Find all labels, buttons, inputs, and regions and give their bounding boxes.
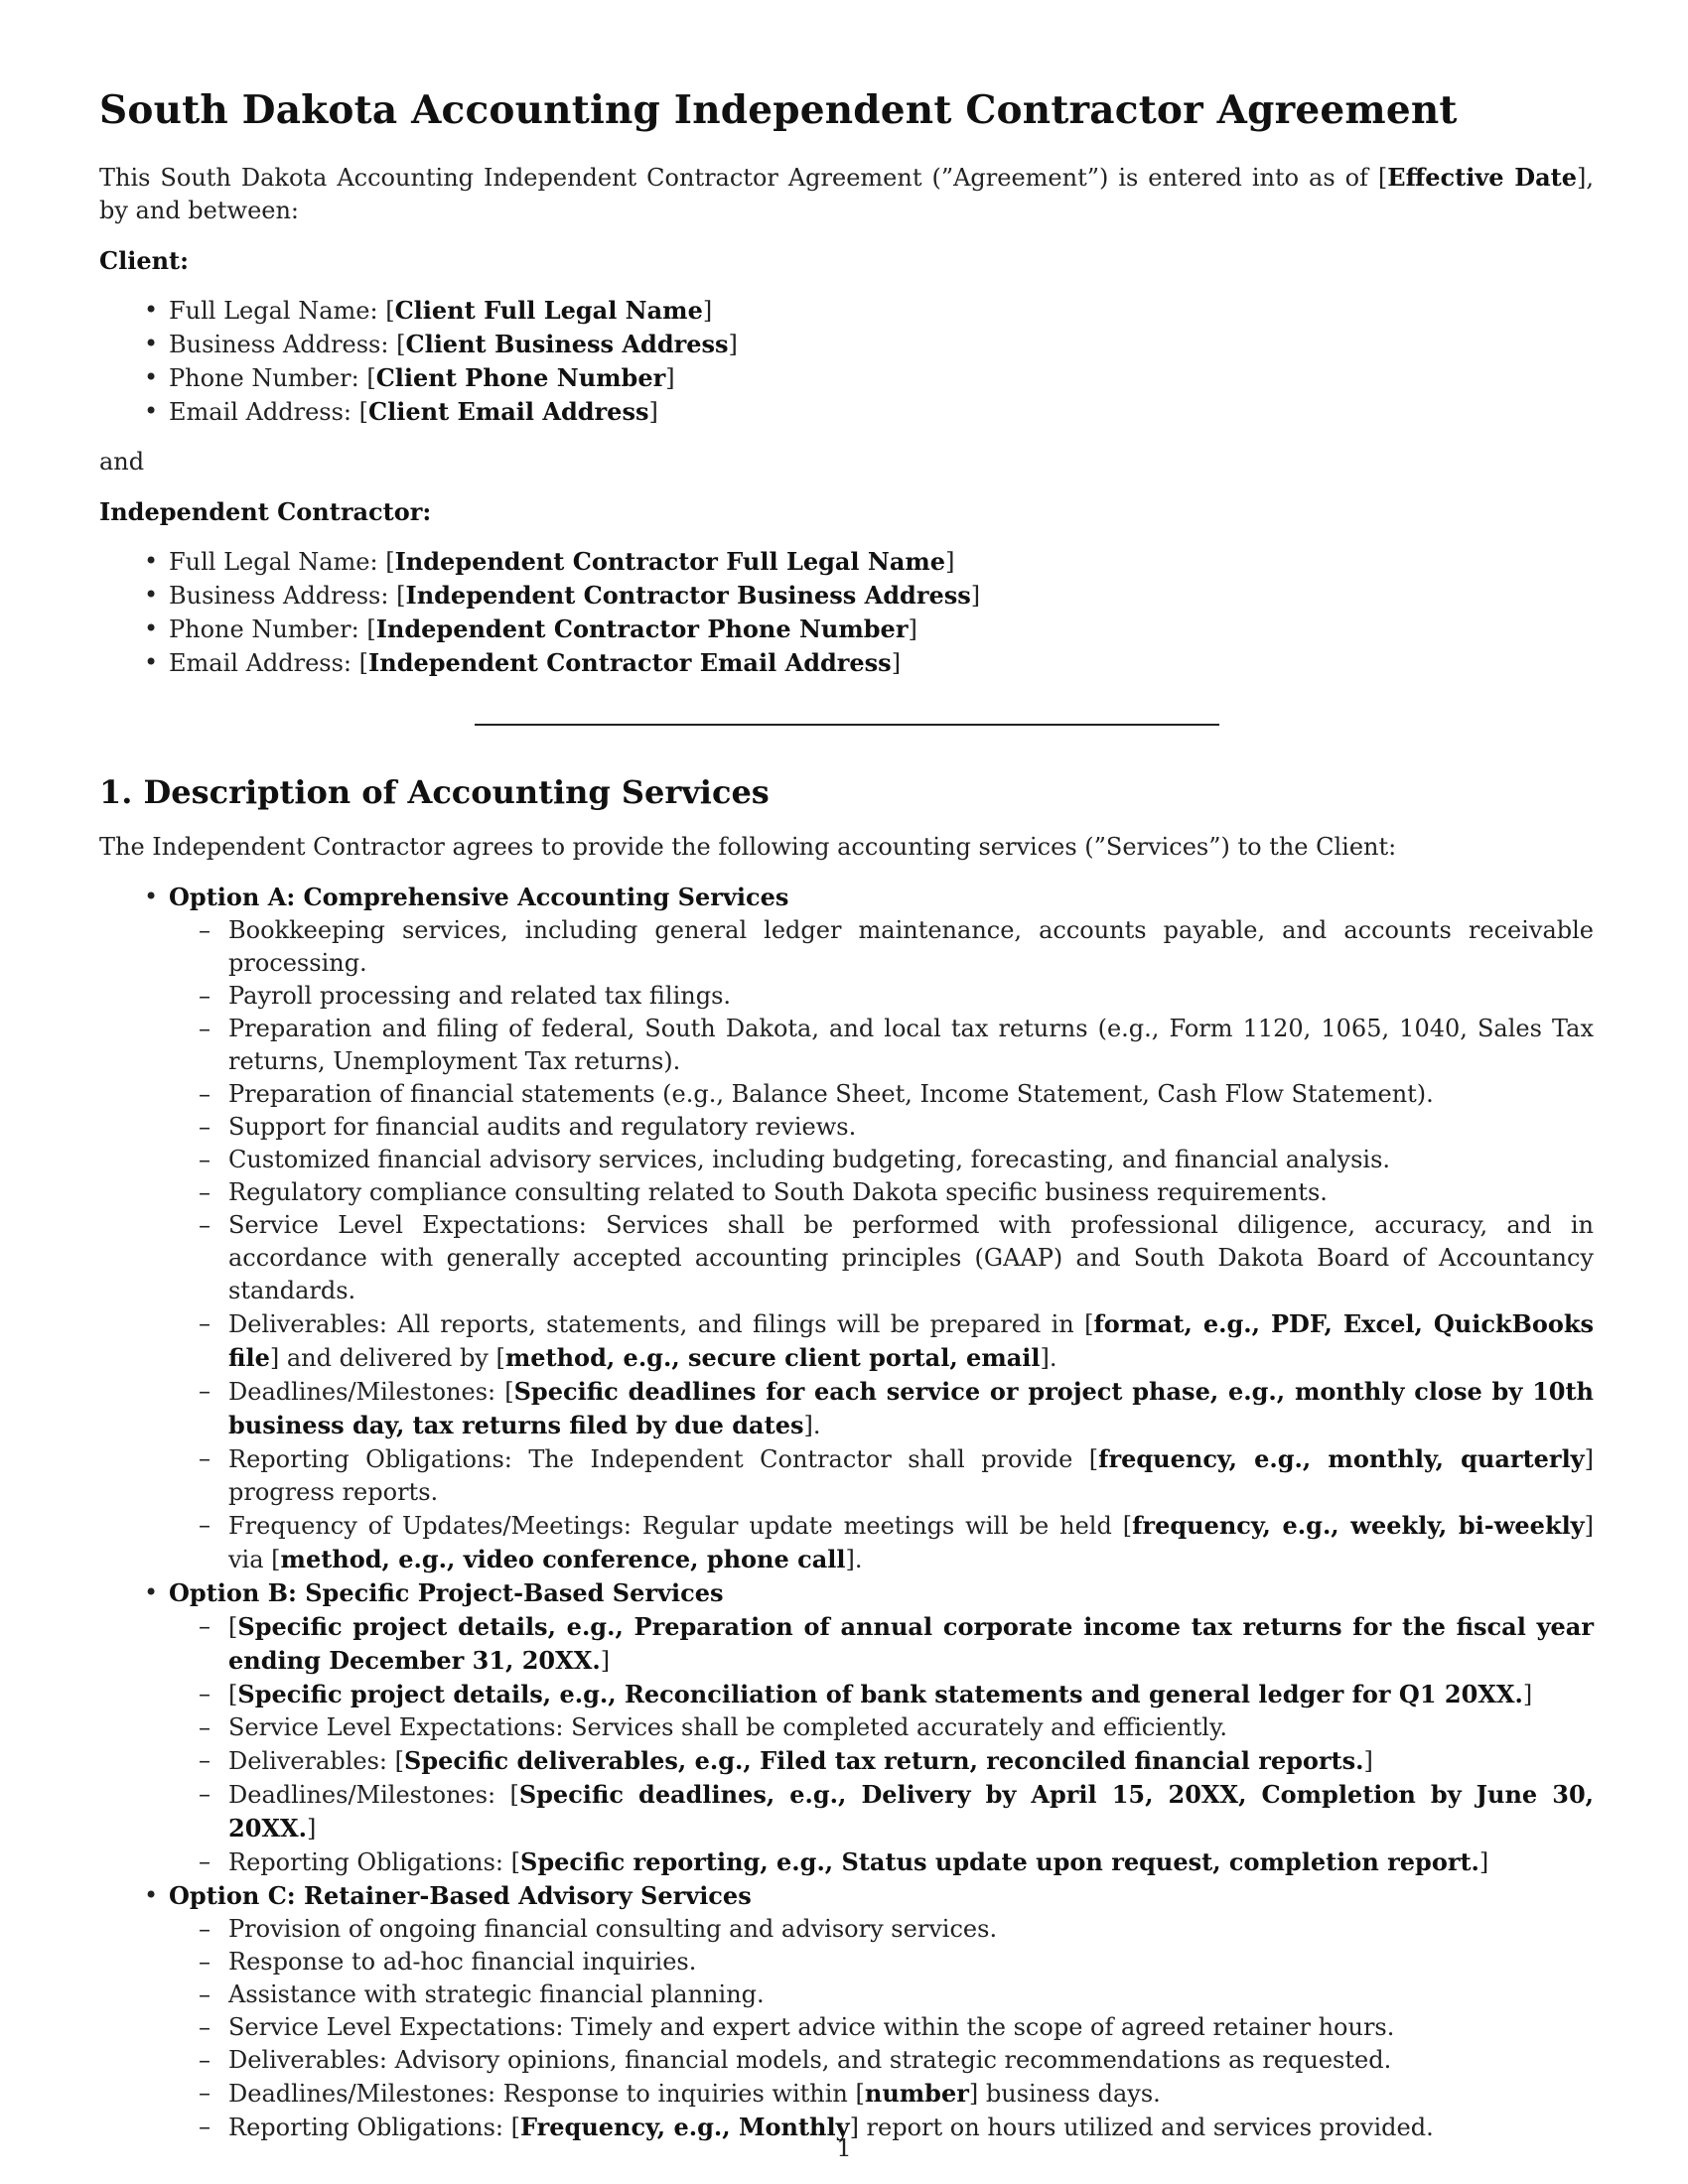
option-item	[228, 1209, 1594, 1307]
field-label: Email Address:	[169, 398, 359, 426]
item-text: Reporting Obligations: The Independent Contractor shall provide [	[228, 1445, 1099, 1473]
contractor-full-legal-name: • Full Legal Name: [Independent Contractor Full Legal Name]	[169, 545, 1594, 579]
field-placeholder: Client Full Legal Name	[394, 296, 703, 325]
section-1-intro: The Independent Contractor agrees to provide the following accounting services (”Services”) to the Client:	[99, 833, 1397, 861]
option-item	[228, 914, 1594, 980]
client-business-address: • Business Address: [Client Business Address]	[169, 328, 1594, 361]
option-items-list	[169, 1913, 1594, 2144]
placeholder-text: Specific deadlines for each service or project phase, e.g., monthly close by 10th business day, tax returns filed by due dates	[228, 1377, 1595, 1439]
item-text: ]	[1478, 1848, 1489, 1876]
contractor-phone-number: • Phone Number: [Independent Contractor Phone Number]	[169, 613, 1594, 646]
field-placeholder: Client Email Address	[368, 397, 649, 426]
item-text: Regulatory compliance consulting related to South Dakota specific business requirements.	[228, 1178, 1328, 1206]
client-phone-number: • Phone Number: [Client Phone Number]	[169, 361, 1594, 395]
item-text: Service Level Expectations: Services shall be performed with professional diligence, accuracy, and in accordance with generally accepted accounting principles (GAAP) and South Dakota Board of Accountancy standards.	[228, 1211, 1594, 1304]
contractor-email-address: • Email Address: [Independent Contractor Email Address]	[169, 646, 1594, 680]
field-label: Business Address:	[169, 582, 397, 610]
client-label: Client:	[99, 246, 189, 275]
field-placeholder: Client Business Address	[405, 330, 729, 358]
option-item	[228, 1111, 1594, 1144]
option-item	[228, 1711, 1594, 1744]
item-text: Service Level Expectations: Services shall be completed accurately and efficiently.	[228, 1713, 1227, 1741]
option-item	[228, 2077, 1594, 2111]
item-text: Frequency of Updates/Meetings: Regular update meetings will be held [	[228, 1512, 1133, 1540]
option-item	[228, 2044, 1594, 2077]
item-text: Service Level Expectations: Timely and expert advice within the scope of agreed retainer hours.	[228, 2013, 1395, 2041]
field-label: Business Address:	[169, 331, 397, 358]
option-item	[228, 1307, 1594, 1375]
placeholder-text: Specific project details, e.g., Reconciliation of bank statements and general ledger for Q1 20XX.	[237, 1680, 1523, 1708]
document-page	[99, 87, 1594, 2144]
option-item	[228, 1913, 1594, 1946]
client-details-list	[99, 294, 1594, 429]
section-1-heading: 1. Description of Accounting Services	[99, 773, 770, 811]
option-item	[228, 1744, 1594, 1778]
option-item	[228, 1442, 1594, 1509]
item-text: ]	[1522, 1681, 1533, 1708]
document-title: South Dakota Accounting Independent Contractor Agreement	[99, 87, 1458, 133]
placeholder-text: format, e.g., PDF, Excel, QuickBooks file	[228, 1309, 1595, 1372]
item-text: ] report on hours utilized and services provided.	[849, 2114, 1434, 2141]
placeholder-text: number	[864, 2079, 969, 2108]
page-number: 1	[836, 2134, 852, 2162]
option-item	[228, 1979, 1594, 2011]
item-text: ].	[1040, 1344, 1057, 1372]
placeholder-text: frequency, e.g., weekly, bi-weekly	[1132, 1511, 1585, 1540]
item-text: ]	[600, 1647, 611, 1675]
option-item	[228, 1845, 1594, 1879]
option-item	[228, 1678, 1594, 1711]
and-text: and	[99, 448, 145, 476]
item-text: Payroll processing and related tax filings.	[228, 982, 732, 1010]
item-text: ].	[803, 1412, 821, 1439]
intro-text-before: This South Dakota Accounting Independent Contractor Agreement (”Agreement”) is entered into as of [	[99, 164, 1388, 192]
field-placeholder: Independent Contractor Email Address	[368, 648, 892, 677]
item-text: ] business days.	[968, 2080, 1161, 2108]
field-placeholder: Independent Contractor Full Legal Name	[394, 547, 946, 576]
option-title: Option B: Specific Project-Based Services	[169, 1578, 724, 1607]
field-placeholder: Client Phone Number	[375, 363, 666, 392]
item-text: Customized financial advisory services, including budgeting, forecasting, and financial analysis.	[228, 1146, 1391, 1173]
option-title: Option C: Retainer-Based Advisory Services	[169, 1881, 752, 1910]
item-text: Deliverables: Advisory opinions, financial models, and strategic recommendations as requested.	[228, 2046, 1392, 2074]
item-text: Deliverables: [	[228, 1747, 404, 1775]
option-item	[228, 1078, 1594, 1111]
option-items-list	[169, 1610, 1594, 1879]
option-item	[228, 1946, 1594, 1979]
option-item	[228, 1176, 1594, 1209]
field-label: Phone Number:	[169, 364, 367, 392]
contractor-details-list	[99, 545, 1594, 680]
placeholder-text: method, e.g., secure client portal, email	[504, 1343, 1041, 1372]
item-text: ]	[307, 1815, 317, 1843]
section-divider	[475, 724, 1219, 726]
item-text: ].	[845, 1546, 863, 1573]
placeholder-text: method, e.g., video conference, phone call	[280, 1545, 846, 1573]
service-option-a	[169, 881, 1594, 1576]
contractor-label: Independent Contractor:	[99, 497, 432, 526]
client-full-legal-name: • Full Legal Name: [Client Full Legal Name]	[169, 294, 1594, 328]
contractor-business-address: • Business Address: [Independent Contractor Business Address]	[169, 579, 1594, 613]
item-text: Reporting Obligations: [	[228, 2114, 521, 2141]
field-label: Full Legal Name:	[169, 548, 386, 576]
option-item	[228, 1610, 1594, 1678]
item-text: Reporting Obligations: [	[228, 1848, 521, 1876]
field-placeholder: Independent Contractor Phone Number	[375, 614, 909, 643]
placeholder-text: Specific reporting, e.g., Status update upon request, completion report.	[520, 1847, 1479, 1876]
item-text: Bookkeeping services, including general ledger maintenance, accounts payable, and accounts receivable processing.	[228, 916, 1594, 977]
field-label: Full Legal Name:	[169, 297, 386, 325]
option-item	[228, 2011, 1594, 2044]
option-item	[228, 1778, 1594, 1845]
item-text: Deadlines/Milestones: [	[228, 1781, 519, 1809]
item-text: ] progress reports.	[228, 1445, 1595, 1506]
item-text: Preparation of financial statements (e.g., Balance Sheet, Income Statement, Cash Flow Statement).	[228, 1080, 1434, 1108]
placeholder-text: frequency, e.g., monthly, quarterly	[1098, 1444, 1585, 1473]
option-item	[228, 1509, 1594, 1576]
item-text: Assistance with strategic financial planning.	[228, 1980, 765, 2008]
item-text: Deadlines/Milestones: Response to inquiries within [	[228, 2080, 865, 2108]
option-items-list	[169, 914, 1594, 1576]
field-label: Phone Number:	[169, 615, 367, 643]
item-text: Deliverables: All reports, statements, and filings will be prepared in [	[228, 1310, 1094, 1338]
item-text: Support for financial audits and regulatory reviews.	[228, 1113, 857, 1141]
placeholder-text: Specific deliverables, e.g., Filed tax return, reconciled financial reports.	[403, 1746, 1364, 1775]
service-option-c	[169, 1879, 1594, 2144]
intro-paragraph	[99, 161, 1594, 227]
placeholder-text: Specific deadlines, e.g., Delivery by April 15, 20XX, Completion by June 30, 20XX.	[228, 1780, 1594, 1843]
service-option-b	[169, 1576, 1594, 1879]
item-text: [	[228, 1613, 238, 1641]
item-text: Response to ad-hoc financial inquiries.	[228, 1948, 697, 1976]
item-text: [	[228, 1681, 238, 1708]
item-text: ] via [	[228, 1512, 1595, 1573]
service-options-list	[99, 881, 1594, 2144]
field-placeholder: Independent Contractor Business Address	[405, 581, 971, 610]
option-item	[228, 1013, 1594, 1078]
option-item	[228, 1144, 1594, 1176]
option-item	[228, 980, 1594, 1013]
placeholder-text: Frequency, e.g., Monthly	[520, 2113, 850, 2141]
effective-date-placeholder: Effective Date	[1387, 163, 1577, 192]
client-email-address: • Email Address: [Client Email Address]	[169, 395, 1594, 429]
option-item	[228, 1375, 1594, 1442]
intro-text-after: ], by and between:	[99, 164, 1594, 224]
item-text: ] and delivered by [	[269, 1344, 505, 1372]
item-text: Preparation and filing of federal, South Dakota, and local tax returns (e.g., Form 1120, 1065, 1040, Sales Tax returns, Unemployment Tax returns).	[228, 1015, 1594, 1075]
field-label: Email Address:	[169, 649, 359, 677]
item-text: Deadlines/Milestones: [	[228, 1378, 514, 1406]
item-text: ]	[1363, 1747, 1373, 1775]
item-text: Provision of ongoing financial consulting and advisory services.	[228, 1915, 998, 1943]
option-title: Option A: Comprehensive Accounting Services	[169, 883, 789, 911]
placeholder-text: Specific project details, e.g., Preparation of annual corporate income tax returns for the fiscal year ending December 31, 20XX.	[228, 1612, 1594, 1675]
